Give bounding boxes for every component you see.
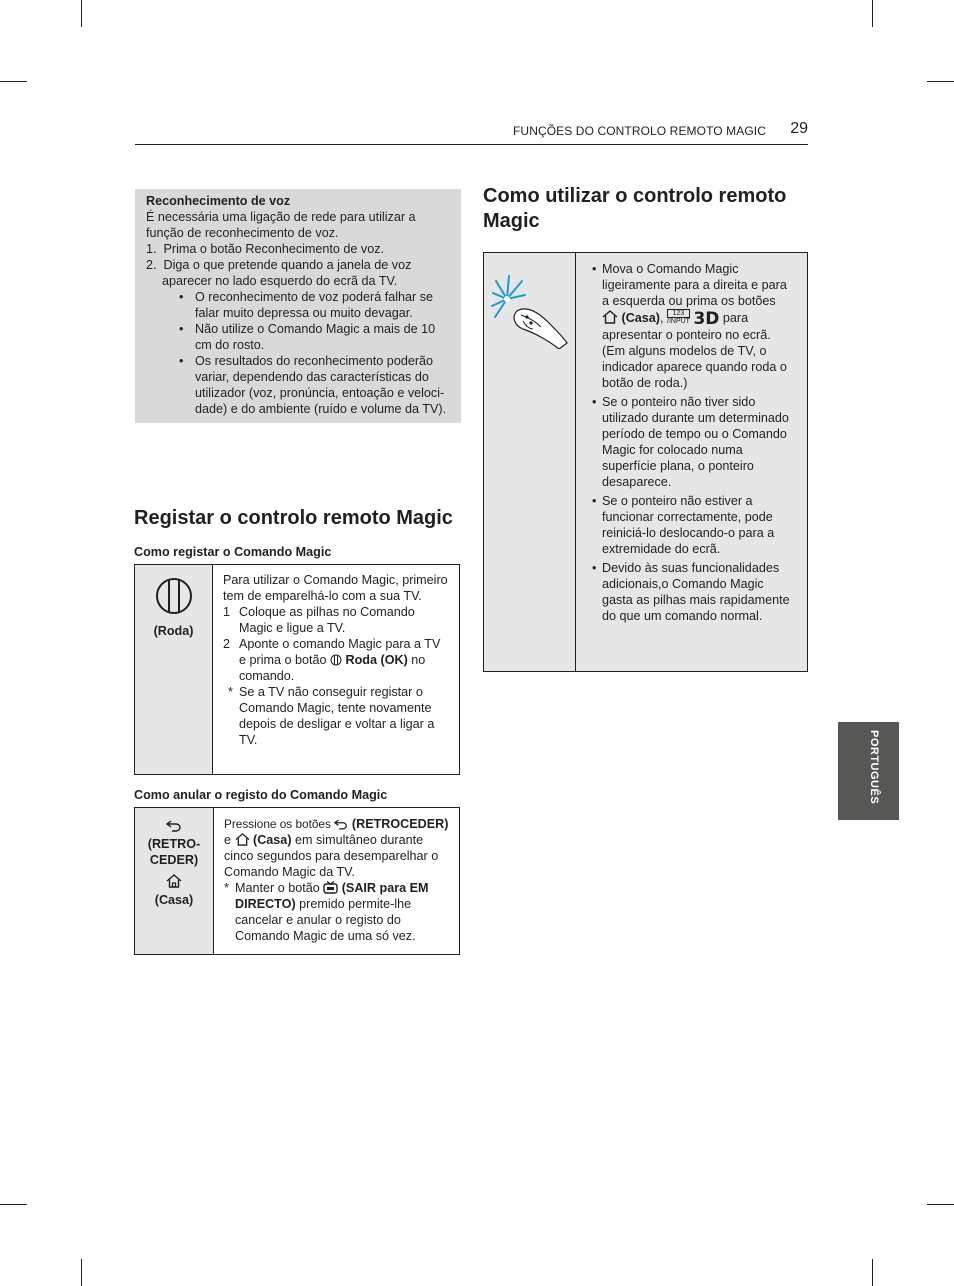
wheel-label: (Roda) — [153, 624, 194, 638]
crop-mark — [872, 1259, 873, 1286]
crop-mark — [0, 1204, 27, 1205]
voice-steps — [146, 241, 451, 417]
register-intro: Para utilizar o Comando Magic, primeiro tem de emparelhá-lo com a sua TV. — [223, 573, 448, 603]
register-heading: Registar o controlo remoto Magic — [134, 507, 453, 529]
usage-bullet: • Mova o Comando Magic ligeiramente para a direita e para a esquerda ou prima os botões (Casa), 123 /INPUT 3D para apresentar o ponteiro no ecrã. (Em alguns modelos de TV, o indicador aparece quando roda o botão de roda.) — [592, 261, 793, 391]
crop-mark — [927, 1204, 954, 1205]
wheel-cell — [135, 565, 213, 775]
hand-pointer-remote-icon — [487, 271, 571, 349]
usage-bullet: • Se o ponteiro não tiver sido utilizado durante um determinado período de tempo ou o Comando Magic for colocado numa superfície plana, o ponteiro desaparece. — [592, 394, 793, 490]
section-title: FUNÇÕES DO CONTROLO REMOTO MAGIC — [513, 124, 766, 138]
usage-bullet: • Devido às suas funcionalidades adicionais,o Comando Magic gasta as pilhas mais rapidamente do que um comando normal. — [592, 560, 793, 624]
register-table — [134, 564, 460, 775]
voice-step: 2. Diga o que pretende quando a janela de voz aparecer no lado esquerdo do ecrã da TV. • O reconhecimento de voz poderá falhar se falar muito depressa ou muito devagar. • Não utilize o Comando Magic a mais de 10 cm do rosto. • Os resultados do reconhecimento poderão variar, dependendo das características do utilizador (voz, pronúncia, entoação e veloci-dade) e do ambiente (ruído e volume da TV). — [146, 257, 451, 417]
register-steps — [223, 604, 449, 748]
back-home-cell — [135, 808, 214, 955]
usage-instructions — [576, 253, 808, 672]
usage-heading: Como utilizar o controlo remoto Magic — [483, 185, 787, 232]
register-step: 1 Coloque as pilhas no Comando Magic e ligue a TV. — [223, 605, 415, 635]
unregister-text: Pressione os botões (RETROCEDER) e (Casa) em simultâneo durante cinco segundos para desemparelhar o Comando Magic da TV. — [224, 817, 449, 879]
input-123-icon: 123 /INPUT — [667, 310, 690, 325]
back-arrow-icon — [334, 819, 348, 830]
language-tab-label: PORTUGUÊS — [868, 730, 880, 805]
usage-bullet: • Se o ponteiro não estiver a funcionar correctamente, pode reiniciá-lo deslocando-o para a extremidade do ecrã. — [592, 493, 793, 557]
crop-mark — [872, 0, 873, 27]
voice-notes — [162, 289, 451, 417]
crop-mark — [927, 81, 954, 82]
crop-mark — [0, 81, 27, 82]
unregister-note: * Manter o botão (SAIR para EM DIRECTO) premido permite-lhe cancelar e anular o registo do Comando Magic de uma só vez. — [224, 881, 429, 943]
unregister-table — [134, 807, 460, 955]
page-number: 29 — [790, 120, 808, 137]
crop-mark — [81, 1259, 82, 1286]
unregister-subheading: Como anular o registo do Comando Magic — [134, 788, 388, 802]
pointer-cell — [484, 253, 576, 672]
voice-box-intro: É necessária uma ligação de rede para utilizar a função de reconhecimento de voz. — [146, 210, 416, 240]
scroll-wheel-icon — [154, 577, 194, 615]
register-subheading: Como registar o Comando Magic — [134, 545, 332, 559]
voice-box-title: Reconhecimento de voz — [146, 194, 291, 208]
crop-mark — [81, 0, 82, 27]
unregister-instructions — [214, 808, 460, 955]
voice-note: • Os resultados do reconhecimento poderão variar, dependendo das características do utilizador (voz, pronúncia, entoação e veloci-dade) e do ambiente (ruído e volume da TV). — [162, 353, 451, 417]
voice-recognition-box — [135, 189, 461, 423]
language-tab — [838, 722, 899, 820]
home-label: (Casa) — [154, 893, 194, 907]
register-step: 2 Aponte o comando Magic para a TV e prima o botão Roda (OK) no comando. — [223, 637, 441, 683]
voice-note: • O reconhecimento de voz poderá falhar se falar muito depressa ou muito devagar. — [162, 289, 451, 321]
home-icon — [166, 874, 182, 888]
back-label: (RETRO-CEDER) — [147, 837, 201, 867]
exit-live-tv-icon — [323, 881, 338, 894]
back-arrow-icon — [166, 820, 182, 832]
unregister-notes — [224, 880, 451, 944]
scroll-wheel-icon — [330, 654, 342, 666]
home-icon — [235, 833, 250, 846]
voice-note: • Não utilize o Comando Magic a mais de 10 cm do rosto. — [162, 321, 451, 353]
register-instructions — [213, 565, 460, 775]
usage-table — [483, 252, 808, 672]
voice-step: 1. Prima o botão Reconhecimento de voz. — [146, 242, 385, 256]
3d-icon: 3D — [693, 309, 720, 329]
register-note: * Se a TV não conseguir registar o Comando Magic, tente novamente depois de desligar e voltar a ligar a TV. — [228, 685, 435, 747]
running-header — [135, 118, 808, 145]
usage-bullets — [592, 261, 793, 624]
home-icon — [602, 310, 618, 324]
